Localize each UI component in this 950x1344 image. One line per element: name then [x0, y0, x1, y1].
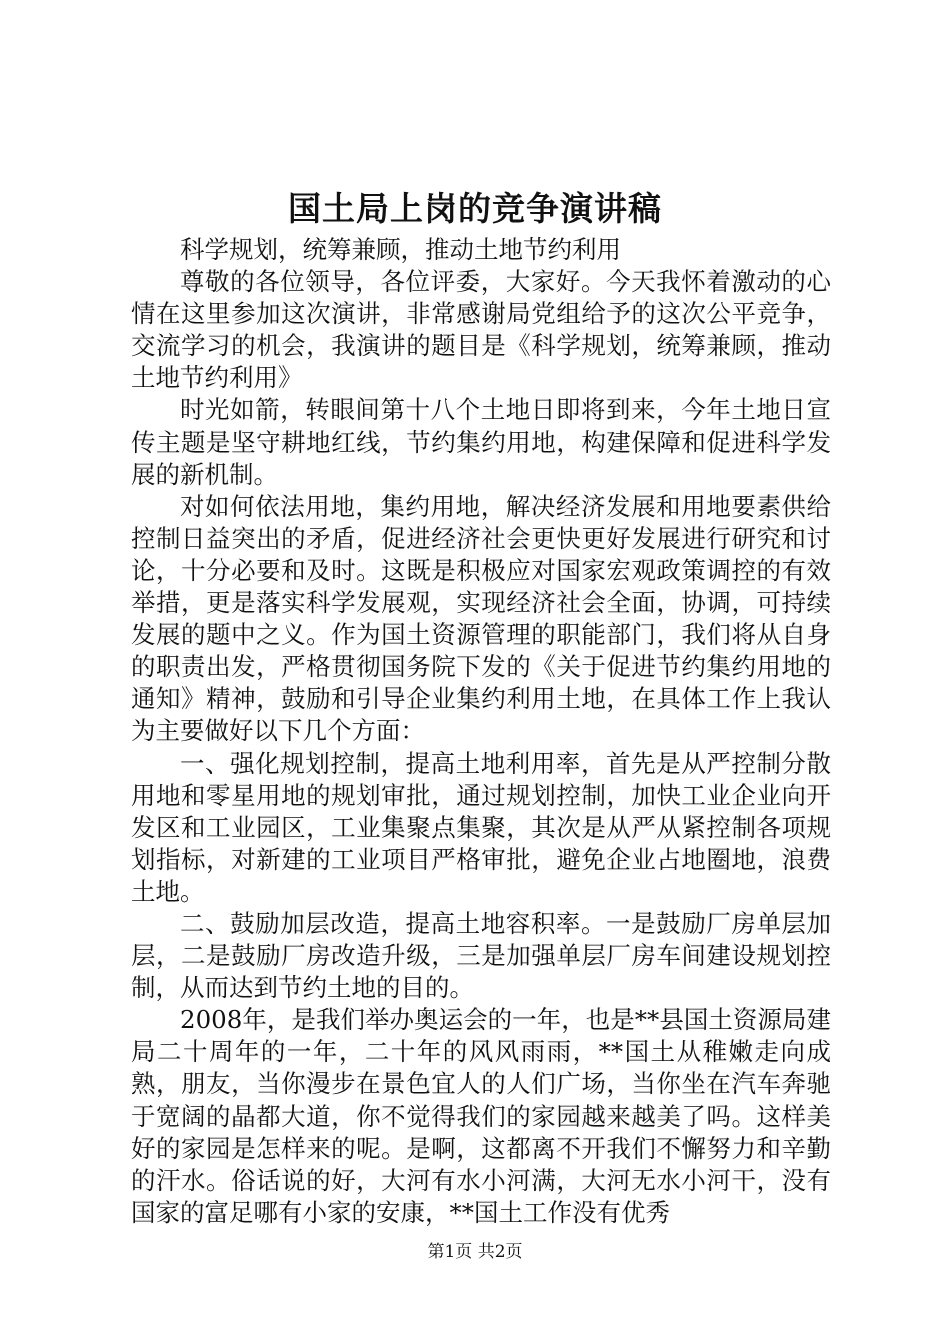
page-footer: 第1页 共2页 — [427, 1242, 523, 1262]
paragraph-point-two: 二、鼓励加层改造，提高土地容积率。一是鼓励厂房单层加层，二是鼓励厂房改造升级，三是加强单层厂房车间建设规划控制，从而达到节约土地的目的。 — [131, 908, 831, 1003]
paragraph-point-one: 一、强化规划控制，提高土地利用率，首先是从严控制分散用地和零星用地的规划审批，通过规划控制，加快工业企业向开发区和工业园区，工业集聚点集聚，其次是从严从紧控制各项规划指标，对新建的工业项目严格审批，避免企业占地圈地，浪费土地。 — [131, 748, 831, 906]
paragraph-2008: 2008年，是我们举办奥运会的一年，也是**县国土资源局建局二十周年的一年，二十年的风风雨雨，**国土从稚嫩走向成熟，朋友，当你漫步在景色宜人的人们广场，当你坐在汽车奔驰于宽阔的晶都大道，你不觉得我们的家园越来越美了吗。这样美好的家园是怎样来的呢。是啊，这都离不开我们不懈努力和辛勤的汗水。俗话说的好，大河有水小河满，大河无水小河干，没有国家的富足哪有小家的安康，**国土工作没有优秀 — [131, 1005, 831, 1227]
paragraph-land-day: 时光如箭，转眼间第十八个土地日即将到来，今年土地日宣传主题是坚守耕地红线，节约集约用地，构建保障和促进科学发展的新机制。 — [131, 395, 831, 489]
paragraph-intensive-use: 对如何依法用地，集约用地，解决经济发展和用地要素供给控制日益突出的矛盾，促进经济社会更快更好发展进行研究和讨论，十分必要和及时。这既是积极应对国家宏观政策调控的有效举措，更是落实科学发展观，实现经济社会全面，协调，可持续发展的题中之义。作为国土资源管理的职能部门，我们将从自身的职责出发，严格贯彻国务院下发的《关于促进节约集约用地的通知》精神，鼓励和引导企业集约利用土地，在具体工作上我认为主要做好以下几个方面： — [131, 491, 831, 746]
paragraph-subtitle: 科学规划，统筹兼顾，推动土地节约利用 — [180, 235, 621, 264]
document-title: 国土局上岗的竞争演讲稿 — [288, 189, 662, 228]
paragraph-greeting: 尊敬的各位领导，各位评委，大家好。今天我怀着激动的心情在这里参加这次演讲，非常感谢局党组给予的这次公平竞争，交流学习的机会，我演讲的题目是《科学规划，统筹兼顾，推动土地节约利用》 — [131, 267, 831, 393]
document-body — [131, 234, 831, 1229]
